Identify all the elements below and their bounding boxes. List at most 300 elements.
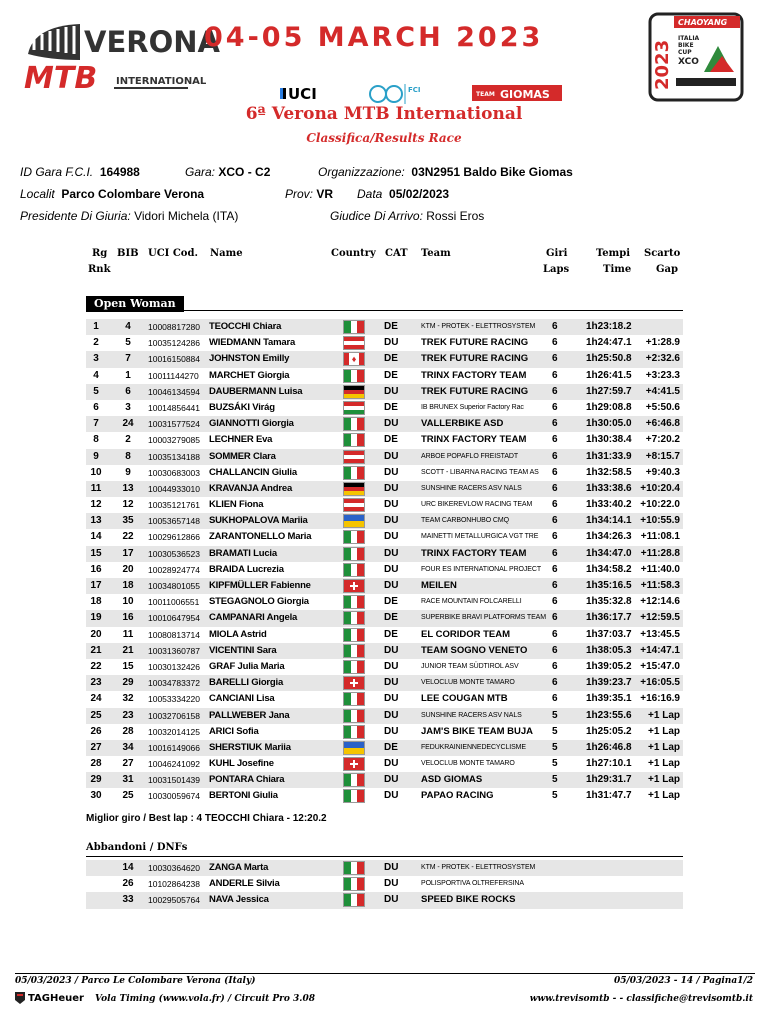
time: 1h25:50.8 [586, 353, 632, 365]
result-row [86, 465, 683, 481]
country-flag-icon [343, 893, 365, 907]
provincia: Prov: VR [285, 187, 334, 201]
team: TREK FUTURE RACING [421, 385, 529, 397]
time: 1h33:38.6 [586, 482, 632, 494]
category: DU [384, 878, 399, 890]
bib: 11 [122, 628, 134, 640]
rank: 29 [90, 774, 102, 786]
organizzazione: Organizzazione: 03N2951 Baldo Bike Giomas [318, 165, 573, 179]
gap: +2:32.6 [645, 353, 680, 365]
gap: +14:47.1 [640, 644, 680, 656]
rank: 25 [90, 709, 102, 721]
rank: 30 [90, 790, 102, 802]
time: 1h27:59.7 [586, 385, 632, 397]
event-date-title: 04-05 MARCH 2023 [204, 22, 544, 53]
dnf-row [86, 860, 683, 876]
giudice-arrivo: Giudice Di Arrivo: Rossi Eros [330, 209, 485, 223]
team: LEE COUGAN MTB [421, 693, 508, 705]
laps: 6 [552, 515, 558, 527]
svg-text:GIOMAS: GIOMAS [500, 88, 550, 101]
sponsor-logos [280, 80, 570, 106]
country-flag-icon [343, 385, 365, 399]
bib: 22 [122, 531, 134, 543]
rank: 16 [90, 563, 102, 575]
team: TREK FUTURE RACING [421, 337, 529, 349]
time: 1h32:58.5 [586, 466, 632, 478]
laps: 5 [552, 741, 558, 753]
bib: 6 [125, 385, 131, 397]
col-name: Name [210, 248, 243, 259]
result-row [86, 400, 683, 416]
uci-code: 10046241092 [148, 759, 201, 770]
dnf-divider [86, 856, 683, 857]
country-flag-icon [343, 450, 365, 464]
svg-text:MTB: MTB [24, 61, 98, 96]
gap: +16:05.5 [640, 677, 680, 689]
team: SCOTT - LIBARNA RACING TEAM AS [421, 468, 539, 476]
country-flag-icon [343, 514, 365, 528]
rank: 6 [93, 401, 99, 413]
team: SUPERBIKE BRAVI PLATFORMS TEAM [421, 614, 546, 622]
team: JAM'S BIKE TEAM BUJA [421, 725, 534, 737]
bib: 3 [125, 401, 131, 413]
bib: 4 [125, 321, 131, 332]
team: JUNIOR TEAM SÜDTIROL ASV [421, 662, 519, 670]
laps: 6 [552, 418, 558, 430]
laps: 6 [552, 612, 558, 624]
team: VALLERBIKE ASD [421, 418, 504, 430]
country-flag-icon [343, 320, 365, 334]
bib: 32 [122, 693, 134, 705]
category: DU [384, 644, 399, 656]
rider-name: KIPFMÜLLER Fabienne [209, 580, 311, 591]
uci-code: 10044933010 [148, 483, 201, 494]
uci-code: 10030132426 [148, 661, 201, 672]
rank: 9 [93, 450, 99, 462]
uci-code: 10046134594 [148, 386, 201, 397]
category: DU [384, 693, 399, 705]
result-row [86, 756, 683, 772]
team: EL CORIDOR TEAM [421, 628, 511, 640]
rider-name: MIOLA Astrid [209, 628, 267, 640]
category: DU [384, 418, 399, 430]
gap: +1 Lap [648, 725, 680, 737]
result-row [86, 335, 683, 351]
svg-text:INTERNATIONAL: INTERNATIONAL [116, 76, 207, 87]
laps: 6 [552, 321, 558, 332]
rank: 12 [90, 499, 102, 511]
category: DE [384, 612, 398, 624]
result-row [86, 594, 683, 610]
country-flag-icon [343, 741, 365, 755]
team: MAINETTI METALLURGICA VGT TRE [421, 533, 539, 541]
time: 1h24:47.1 [586, 337, 632, 349]
bib: 1 [125, 369, 131, 381]
italia-bike-cup-logo [648, 12, 744, 102]
category: DU [384, 466, 399, 478]
country-flag-icon [343, 433, 365, 447]
rank: 24 [90, 693, 102, 705]
footer-line [15, 973, 755, 974]
team: TEAM CARBONHUBO CMQ [421, 517, 509, 525]
team: VELOCLUB MONTE TAMARO [421, 679, 515, 687]
result-row [86, 675, 683, 691]
uci-code: 10031501439 [148, 775, 201, 786]
team: FOUR ES INTERNATIONAL PROJECT [421, 565, 542, 573]
svg-text:CHAOYANG: CHAOYANG [678, 18, 728, 27]
bib: 13 [122, 482, 134, 494]
category: DU [384, 894, 399, 906]
bib: 27 [122, 758, 134, 770]
bib: 2 [125, 434, 131, 446]
team: TREK FUTURE RACING [421, 353, 529, 365]
laps: 6 [552, 693, 558, 705]
team: SUNSHINE RACERS ASV NALS [421, 484, 522, 492]
result-row [86, 368, 683, 384]
category: DU [384, 547, 399, 559]
category: DE [384, 628, 398, 640]
team: MEILEN [421, 580, 457, 591]
time: 1h39:05.2 [586, 660, 632, 672]
category: DU [384, 499, 399, 511]
rider-name: ZARANTONELLO Maria [209, 531, 312, 543]
rank: 11 [90, 482, 102, 494]
laps: 6 [552, 580, 558, 591]
bib: 17 [122, 547, 134, 559]
time: 1h30:38.4 [586, 434, 632, 446]
uci-code: 10030059674 [148, 791, 201, 802]
result-row [86, 449, 683, 465]
country-flag-icon [343, 498, 365, 512]
rank: 1 [93, 321, 99, 332]
laps: 6 [552, 401, 558, 413]
result-row [86, 416, 683, 432]
rider-name: BRAIDA Lucrezia [209, 563, 284, 575]
col-bib: BIB [117, 248, 139, 259]
category: DU [384, 563, 399, 575]
result-row [86, 319, 683, 335]
rider-name: WIEDMANN Tamara [209, 337, 296, 349]
bib: 7 [125, 353, 131, 365]
gap: +12:59.5 [640, 612, 680, 624]
id-gara: ID Gara F.C.I. 164988 [20, 165, 140, 179]
gap: +11:08.1 [640, 531, 680, 543]
uci-code: 10003279085 [148, 435, 201, 446]
footer-venue: 05/03/2023 / Parco Le Colombare Verona (Italy) [15, 976, 256, 986]
uci-code: 10011006551 [148, 597, 200, 608]
rank: 22 [90, 660, 102, 672]
rank: 8 [93, 434, 99, 446]
time: 1h26:41.5 [586, 369, 632, 381]
event-title: 6ª Verona MTB International [245, 104, 523, 124]
time: 1h35:32.8 [586, 596, 632, 608]
gap: +1 Lap [648, 741, 680, 753]
gap: +11:40.0 [640, 563, 680, 575]
team: RACE MOUNTAIN FOLCARELLI [421, 598, 522, 606]
localita: Localit Parco Colombare Verona [20, 187, 205, 201]
uci-code: 10035134188 [148, 451, 201, 462]
laps: 6 [552, 385, 558, 397]
time: 1h30:05.0 [586, 418, 632, 430]
rank: 19 [90, 612, 102, 624]
uci-code: 10053334220 [148, 694, 201, 705]
result-row [86, 384, 683, 400]
rank: 10 [90, 466, 102, 478]
result-row [86, 481, 683, 497]
svg-text:2023: 2023 [652, 39, 673, 90]
uci-code: 10016149066 [148, 742, 201, 753]
category: DU [384, 450, 399, 462]
laps: 6 [552, 482, 558, 494]
country-flag-icon [343, 628, 365, 642]
col-uci: UCI Cod. [148, 248, 198, 259]
rank: 15 [90, 547, 102, 559]
col-giri: Giri [546, 248, 568, 259]
bib: 25 [122, 790, 134, 802]
uci-code: 10032706158 [148, 710, 201, 721]
rider-name: PALLWEBER Jana [209, 709, 290, 721]
bib: 28 [122, 725, 134, 737]
category: DU [384, 758, 399, 770]
laps: 6 [552, 563, 558, 575]
gap: +8:15.7 [645, 450, 680, 462]
rider-name: PONTARA Chiara [209, 774, 285, 786]
uci-code: 10011144270 [148, 370, 199, 381]
country-flag-icon [343, 417, 365, 431]
svg-text:FCI: FCI [408, 86, 421, 94]
category: DU [384, 790, 399, 802]
gap: +4:41.5 [645, 385, 680, 397]
result-row [86, 772, 683, 788]
rank: 2 [93, 337, 99, 349]
category: DE [384, 401, 398, 413]
gap: +12:14.6 [640, 596, 680, 608]
rider-name: NAVA Jessica [209, 894, 269, 906]
category: DU [384, 385, 399, 397]
bib: 5 [125, 337, 131, 349]
result-row [86, 610, 683, 626]
rider-name: BARELLI Giorgia [209, 677, 284, 689]
result-row [86, 788, 683, 804]
rank: 3 [93, 353, 99, 365]
laps: 6 [552, 466, 558, 478]
rank: 13 [90, 515, 102, 527]
country-flag-icon [343, 530, 365, 544]
team: SPEED BIKE ROCKS [421, 894, 516, 906]
laps: 6 [552, 499, 558, 511]
svg-text:BIKE: BIKE [678, 42, 694, 49]
laps: 6 [552, 660, 558, 672]
bib: 23 [122, 709, 134, 721]
time: 1h31:33.9 [586, 450, 632, 462]
col-rg: Rg [92, 248, 108, 259]
team: FEDUKRAINIENNEDECYCLISME [421, 743, 526, 751]
uci-code: 10034801055 [148, 581, 201, 591]
gap: +1 Lap [648, 758, 680, 770]
result-row [86, 643, 683, 659]
bib: 20 [122, 563, 134, 575]
gap: +11:28.8 [640, 547, 680, 559]
result-row [86, 513, 683, 529]
rider-name: BERTONI Giulia [209, 790, 278, 802]
result-row [86, 708, 683, 724]
svg-text:ITALIA: ITALIA [678, 35, 700, 42]
col-scarto: Scarto [644, 248, 681, 259]
uci-code: 10031577524 [148, 419, 201, 430]
rider-name: KRAVANJA Andrea [209, 482, 293, 494]
bib: 34 [122, 741, 134, 753]
time: 1h29:31.7 [586, 774, 632, 786]
bib: 33 [122, 894, 134, 906]
category: DU [384, 725, 399, 737]
svg-text:TEAM: TEAM [476, 91, 495, 98]
gap: +9:40.3 [645, 466, 680, 478]
bib: 16 [122, 612, 134, 624]
country-flag-icon [343, 709, 365, 723]
category: DE [384, 741, 398, 753]
gap: +13:45.5 [640, 628, 680, 640]
giomas-logo-icon [472, 85, 562, 101]
result-row [86, 432, 683, 448]
rider-name: MARCHET Giorgia [209, 369, 290, 381]
footer-contact: www.trevisomtb - - classifiche@trevisomtb.it [529, 994, 753, 1004]
verona-mtb-logo [20, 14, 220, 98]
rider-name: ANDERLE Silvia [209, 878, 280, 890]
time: 1h36:17.7 [586, 612, 632, 624]
gap: +10:22.0 [640, 499, 680, 511]
team: ARBOE POPAFLO FREISTADT [421, 452, 519, 460]
country-flag-icon [343, 369, 365, 383]
result-row [86, 627, 683, 643]
gap: +1 Lap [648, 774, 680, 786]
tagheuer-shield-icon [15, 992, 25, 1004]
uci-code: 10035124286 [148, 338, 201, 349]
country-flag-icon [343, 547, 365, 561]
rider-name: CAMPANARI Angela [209, 612, 298, 624]
results-subtitle: Classifica/Results Race [306, 131, 462, 145]
laps: 5 [552, 709, 558, 721]
uci-code: 10034783372 [148, 678, 201, 689]
rider-name: STEGAGNOLO Giorgia [209, 596, 309, 608]
rank: 4 [93, 369, 99, 381]
uci-code: 10029612866 [148, 532, 201, 543]
category: DU [384, 337, 399, 349]
rank: 21 [90, 644, 102, 656]
rank: 27 [90, 741, 102, 753]
category: DU [384, 515, 399, 527]
rank: 20 [90, 628, 102, 640]
rank: 17 [90, 580, 102, 591]
rider-name: VICENTINI Sara [209, 644, 277, 656]
rank: 5 [93, 385, 99, 397]
bib: 24 [122, 418, 134, 430]
team: KTM - PROTEK - ELETTROSYSTEM [421, 323, 536, 330]
presidente-giuria: Presidente Di Giuria: Vidori Michela (ITA) [20, 209, 239, 223]
time: 1h35:16.5 [586, 580, 632, 591]
bib: 21 [122, 644, 134, 656]
dnf-table [86, 860, 683, 909]
category: DU [384, 862, 399, 873]
category: DU [384, 774, 399, 786]
category: DE [384, 321, 398, 332]
col-tempi: Tempi [596, 248, 631, 259]
country-flag-icon [343, 725, 365, 739]
result-row [86, 562, 683, 578]
laps: 6 [552, 596, 558, 608]
bib: 12 [122, 499, 134, 511]
laps: 6 [552, 547, 558, 559]
uci-code: 10029505764 [148, 895, 201, 906]
uci-logo-icon [280, 85, 317, 103]
fci-logo-icon [370, 84, 421, 104]
bib: 15 [122, 660, 134, 672]
arena-logo-icon [20, 14, 220, 98]
rank: 14 [90, 531, 102, 543]
time: 1h34:47.0 [586, 547, 632, 559]
result-row [86, 529, 683, 545]
result-row [86, 497, 683, 513]
rank: 18 [90, 596, 102, 608]
dnf-title: Abbandoni / DNFs [86, 842, 188, 853]
footer-timing: Vola Timing (www.vola.fr) / Circuit Pro 3.08 [95, 994, 315, 1004]
laps: 6 [552, 369, 558, 381]
time: 1h23:55.6 [586, 709, 632, 721]
rider-name: GIANNOTTI Giorgia [209, 418, 294, 430]
uci-code: 10008817280 [148, 322, 201, 332]
gap: +10:55.9 [640, 515, 680, 527]
col-laps: Laps [543, 264, 570, 275]
uci-code: 10053657148 [148, 516, 201, 527]
rider-name: SOMMER Clara [209, 450, 276, 462]
country-flag-icon [343, 644, 365, 658]
team: ASD GIOMAS [421, 774, 483, 786]
bib: 35 [122, 515, 134, 527]
col-gap: Gap [656, 264, 679, 275]
country-flag-icon [343, 660, 365, 674]
dnf-row [86, 876, 683, 892]
col-rnk: Rnk [88, 264, 111, 275]
bib: 18 [122, 580, 134, 591]
section-divider [86, 310, 683, 311]
uci-code: 10010647954 [148, 613, 201, 624]
country-flag-icon: ♦ [343, 352, 365, 366]
result-row [86, 659, 683, 675]
laps: 6 [552, 628, 558, 640]
category: DU [384, 677, 399, 689]
country-flag-icon [343, 773, 365, 787]
rider-name: CANCIANI Lisa [209, 693, 275, 705]
footer-page: 05/03/2023 - 14 / Pagina1/2 [613, 976, 753, 986]
rider-name: BUZSÁKI Virág [209, 401, 275, 413]
uci-code: 10030536523 [148, 548, 201, 559]
bib: 10 [122, 596, 134, 608]
rider-name: BRAMATI Lucia [209, 547, 277, 559]
uci-code: 10032014125 [148, 726, 201, 737]
rider-name: SHERSTIUK Mariia [209, 741, 291, 753]
bib: 14 [122, 862, 134, 873]
country-flag-icon [343, 563, 365, 577]
col-country: Country [331, 248, 376, 259]
rider-name: SUKHOPALOVA Mariia [209, 515, 308, 527]
time: 1h25:05.2 [586, 725, 632, 737]
team: IB BRUNEX Superior Factory Rac [421, 403, 524, 411]
time: 1h23:18.2 [586, 321, 632, 332]
result-row [86, 578, 683, 594]
laps: 6 [552, 450, 558, 462]
laps: 5 [552, 774, 558, 786]
gap: +15:47.0 [640, 660, 680, 672]
uci-code: 10035121761 [148, 500, 201, 511]
